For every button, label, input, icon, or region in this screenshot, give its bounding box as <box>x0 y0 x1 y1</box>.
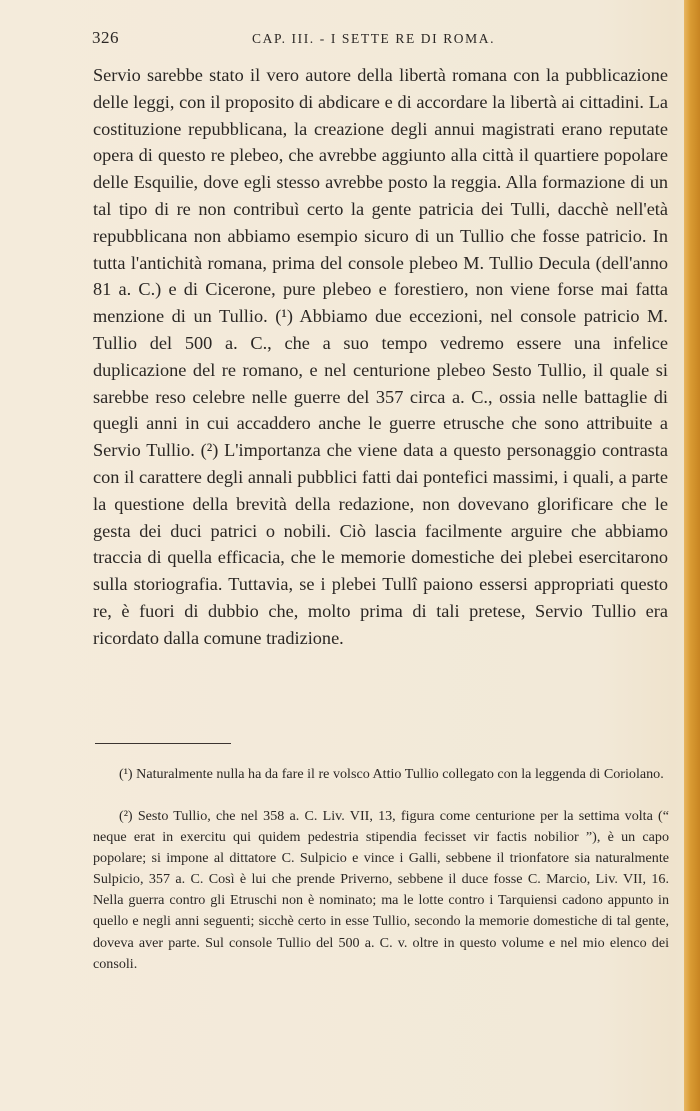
page-number: 326 <box>92 28 119 47</box>
page-header <box>92 28 670 54</box>
footnote-2: (²) Sesto Tullio, che nel 358 a. C. Liv. VII, 13, figura come centurione per la settima volta (“ neque erat in exercitu qui quidem pedestria stipendia fecisset vir factis nobilior ”), è un capo popolare; si impone al dittatore C. Sulpicio e vince i Galli, sebbene il trionfatore sia naturalmente Sulpicio, 357 a. C. Così è lui che prende Priverno, sebbene il duce fosse C. Marcio, Liv. VII, 16. Nella guerra contro gli Etruschi non è nominato; ma le lotte contro i Tarquiensi cadono appunto in quello e negli anni seguenti; sicchè certo in esse Tullio, secondo la memorie domestiche di tal gente, doveva aver parte. Sul console Tullio del 500 a. C. v. oltre in questo volume e nel mio elenco dei consoli. <box>93 808 669 972</box>
main-paragraph: Servio sarebbe stato il vero autore della libertà romana con la pubblicazione delle leggi, con il proposito di abdicare e di accordare la libertà ai cittadini. La costituzione repubblicana, la creazione degli annui magistrati erano reputate opera di questo re plebeo, che avrebbe aggiunto alla città il quartiere popolare delle Esquilie, dove egli stesso avrebbe posto la reggia. Alla formazione di un tal tipo di re non contribuì certo la gente patricia dei Tulli, dacchè nell'età repubblicana non abbiamo esempio sicuro di un Tullio che fosse patricio. In tutta l'antichità romana, prima del console plebeo M. Tullio Decula (dell'anno 81 a. C.) e di Cicerone, pure plebeo e forestiero, non viene forse mai fatta menzione di un Tullio. (¹) Abbiamo due eccezioni, nel console patricio M. Tullio del 500 a. C., che a suo tempo vedremo essere una infelice duplicazione del re romano, e nel centurione plebeo Sesto Tullio, il quale si sarebbe reso celebre nelle guerre del 357 circa a. C., ossia nelle battaglie di quegli anni in cui accaddero anche le guerre etrusche che sono attribuite a Servio Tullio. (²) L'importanza che viene data a questo personaggio contrasta con il carattere degli annali pubblici fatti dai pontefici massimi, i quali, a parte la questione della brevità della redazione, non dovevano glorificare che le gesta dei duci patrici o nobili. Ciò lascia facilmente arguire che abbiamo traccia di quella efficacia, che le memorie domestiche dei plebei esercitarono sulla storiografia. Tuttavia, se i plebei Tullî paiono essersi appropriati questo re, è fuori di dubbio che, molto prima di tali pretese, Servio Tullio era ricordato dalla comune tradizione. <box>93 65 668 648</box>
running-head: CAP. III. - I SETTE RE DI ROMA. <box>252 31 496 46</box>
page-edge-shadow <box>684 0 700 1111</box>
footnote-1: (¹) Naturalmente nulla ha da fare il re volsco Attio Tullio collegato con la leggenda di Coriolano. <box>119 766 664 782</box>
footnote-divider <box>95 743 231 744</box>
